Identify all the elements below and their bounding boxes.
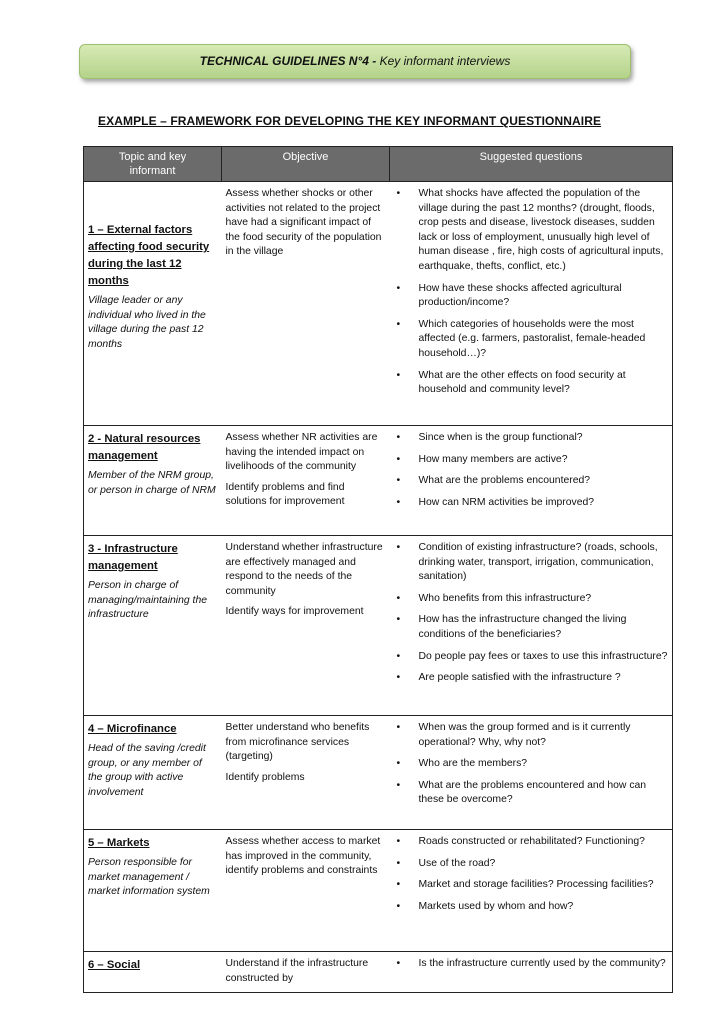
question-item [392, 857, 669, 872]
questions-cell [390, 182, 673, 426]
topic-cell [84, 536, 222, 716]
question-item [392, 671, 669, 686]
question-text: When was the group formed and is it currently operational? Why, why not? [418, 722, 631, 748]
bullet-icon: • [396, 369, 401, 381]
questions-cell [390, 716, 673, 830]
key-informant: Person responsible for market management / market information system [88, 857, 210, 898]
question-item [392, 496, 669, 511]
objective-text: Assess whether access to market has improved in the community, identify problems and constraints [225, 836, 381, 877]
table-body [84, 182, 673, 993]
question-item [392, 900, 669, 915]
question-text: Condition of existing infrastructure? (roads, schools, drinking water, transport, irrigation, communication, sanitation) [418, 542, 658, 583]
question-item [392, 721, 669, 750]
objective-cell [222, 426, 390, 536]
question-text: Which categories of households were the most affected (e.g. farmers, pastoralist, female-headed household…)? [418, 318, 646, 359]
objective-cell [222, 830, 390, 952]
table-row [84, 426, 673, 536]
bullet-icon: • [396, 318, 401, 330]
table-row [84, 952, 673, 993]
bullet-icon: • [396, 542, 401, 553]
objective-text: Better understand who benefits from microfinance services (targeting) [225, 722, 370, 763]
question-list [392, 431, 669, 510]
table-row [84, 536, 673, 716]
key-informant: Person in charge of managing/maintaining the infrastructure [88, 580, 207, 621]
bullet-icon: • [396, 857, 401, 869]
question-text: Is the infrastructure currently used by the community? [418, 958, 666, 969]
question-list [392, 541, 669, 686]
bullet-icon: • [396, 453, 401, 465]
question-item [392, 453, 669, 468]
questions-cell [390, 830, 673, 952]
bullet-icon: • [396, 496, 401, 508]
question-text: Use of the road? [418, 857, 496, 869]
table-row [84, 830, 673, 952]
bullet-icon: • [396, 900, 401, 912]
bullet-icon: • [396, 879, 401, 891]
bullet-icon: • [396, 722, 401, 733]
questions-cell [390, 952, 673, 993]
banner-subtitle: Key informant interviews [376, 54, 511, 68]
key-informant: Village leader or any individual who lived in the village during the past 12 months [88, 295, 206, 350]
bullet-icon: • [396, 958, 401, 969]
bullet-icon: • [396, 758, 401, 770]
bullet-icon: • [396, 188, 401, 199]
question-text: Who benefits from this infrastructure? [418, 592, 592, 604]
bullet-icon: • [396, 836, 401, 847]
question-text: Since when is the group functional? [418, 432, 583, 443]
topic-title: 4 – Microfinance [88, 723, 177, 735]
framework-table [83, 146, 673, 993]
section-heading: EXAMPLE – FRAMEWORK FOR DEVELOPING THE KEY INFORMANT QUESTIONNAIRE [98, 114, 602, 128]
question-text: What shocks have affected the population of the village during the past 12 months? (drought, floods, crop pests and disease, livestock diseases, sudden lack or loss of employment, unusually high level of human disease , fire, high costs of agricultural inputs, earthquake, thefts, conflict, etc.) [418, 188, 664, 272]
objective-text: Understand whether infrastructure are effectively managed and respond to the needs of the community [225, 542, 383, 597]
question-text: Roads constructed or rehabilitated? Functioning? [418, 836, 645, 847]
question-text: What are the problems encountered? [418, 475, 591, 487]
question-text: What are the other effects on food security at household and community level? [418, 369, 626, 396]
question-item [392, 369, 669, 398]
topic-cell [84, 830, 222, 952]
question-item [392, 282, 669, 311]
bullet-icon: • [396, 672, 401, 684]
objective-text: Identify problems and find solutions for improvement [225, 481, 345, 508]
question-text: Do people pay fees or taxes to use this infrastructure? [418, 650, 668, 662]
question-item [392, 431, 669, 446]
bullet-icon: • [396, 475, 401, 487]
question-text: Are people satisfied with the infrastructure ? [418, 672, 621, 684]
question-text: Who are the members? [418, 758, 528, 770]
topic-title: 3 - Infrastructure management [88, 543, 178, 572]
question-text: Market and storage facilities? Processing facilities? [418, 879, 654, 891]
question-text: What are the problems encountered and how can these be overcome? [418, 779, 647, 806]
question-text: How can NRM activities be improved? [418, 496, 595, 508]
question-item [392, 474, 669, 489]
banner-series: TECHNICAL GUIDELINES N°4 - [199, 54, 377, 68]
question-item [392, 541, 669, 585]
topic-cell [84, 182, 222, 426]
question-text: How has the infrastructure changed the living conditions of the beneficiaries? [418, 614, 627, 640]
document-banner [79, 44, 631, 79]
key-informant: Head of the saving /credit group, or any member of the group with active involvement [88, 743, 206, 798]
topic-cell [84, 426, 222, 536]
question-item [392, 878, 669, 893]
table-row [84, 716, 673, 830]
objective-text: Assess whether shocks or other activities not related to the project have had a significant impact of the food security of the population in the village [225, 188, 382, 258]
question-item [392, 318, 669, 362]
column-header-objective: Objective [222, 147, 390, 182]
question-item [392, 187, 669, 275]
objective-text: Identify problems [225, 771, 305, 783]
questions-cell [390, 536, 673, 716]
column-header-topic: Topic and key informant [84, 147, 222, 182]
question-text: Markets used by whom and how? [418, 900, 574, 912]
question-list [392, 957, 669, 972]
topic-title: 5 – Markets [88, 837, 150, 849]
question-list [392, 187, 669, 398]
objective-cell [222, 182, 390, 426]
question-list [392, 835, 669, 914]
objective-cell [222, 716, 390, 830]
question-item [392, 757, 669, 772]
objective-cell [222, 952, 390, 993]
table-row [84, 182, 673, 426]
question-text: How many members are active? [418, 453, 568, 465]
questions-cell [390, 426, 673, 536]
question-item [392, 835, 669, 850]
topic-cell [84, 716, 222, 830]
objective-text: Understand if the infrastructure constructed by [225, 958, 369, 984]
topic-title: 1 – External factors affecting food security during the last 12 months [88, 224, 210, 287]
objective-cell [222, 536, 390, 716]
topic-title: 6 – Social [88, 959, 141, 971]
bullet-icon: • [396, 650, 401, 662]
question-text: How have these shocks affected agricultural production/income? [418, 282, 622, 309]
objective-text: Assess whether NR activities are having the intended impact on livelihoods of the community [225, 432, 378, 473]
topic-title: 2 - Natural resources management [88, 433, 201, 462]
bullet-icon: • [396, 779, 401, 791]
column-header-questions: Suggested questions [390, 147, 673, 182]
topic-cell [84, 952, 222, 993]
objective-text: Identify ways for improvement [225, 606, 364, 618]
bullet-icon: • [396, 592, 401, 604]
question-list [392, 721, 669, 808]
table-header-row [84, 147, 673, 182]
question-item [392, 592, 669, 607]
question-item [392, 613, 669, 642]
bullet-icon: • [396, 282, 401, 294]
key-informant: Member of the NRM group, or person in charge of NRM [88, 470, 216, 496]
question-item [392, 650, 669, 665]
question-item [392, 957, 669, 972]
bullet-icon: • [396, 614, 401, 626]
bullet-icon: • [396, 432, 401, 443]
question-item [392, 779, 669, 808]
